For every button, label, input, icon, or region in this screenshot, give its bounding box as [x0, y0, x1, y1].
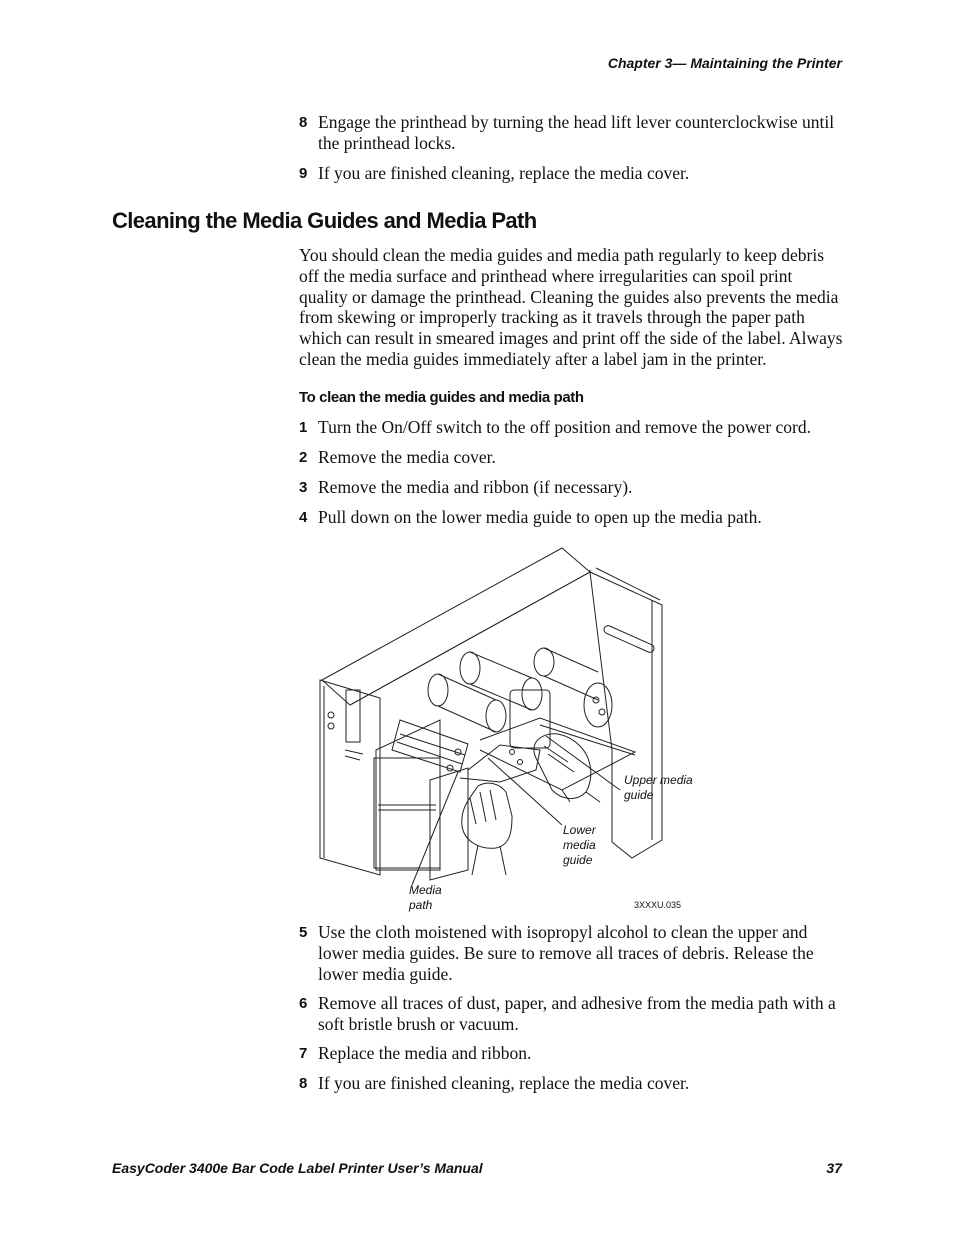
step-number: 6 — [299, 995, 308, 1012]
step-text: Remove the media and ribbon (if necessary). — [318, 477, 633, 497]
callout-line: path — [409, 898, 433, 912]
footer-manual-title: EasyCoder 3400e Bar Code Label Printer User’s Manual — [112, 1160, 483, 1176]
step-8-replace-cover — [299, 1073, 844, 1094]
step-text: Pull down on the lower media guide to open up the media path. — [318, 507, 762, 527]
callout-line: guide — [563, 853, 593, 867]
step-text: Use the cloth moistened with isopropyl alcohol to clean the upper and lower media guides. Be sure to remove all traces of debris. Release the lower media guide. — [318, 922, 814, 984]
step-text: If you are finished cleaning, replace the media cover. — [318, 163, 690, 183]
running-head: Chapter 3— Maintaining the Printer — [607, 55, 842, 71]
step-number: 2 — [299, 449, 308, 466]
step-text: Engage the printhead by turning the head lift lever counterclockwise until the printhead locks. — [318, 112, 835, 153]
callout-lower-media-guide — [563, 823, 596, 868]
step-number: 1 — [299, 419, 308, 436]
step-1 — [299, 417, 844, 438]
figure-code: 3XXXU.035 — [634, 900, 682, 910]
callout-line: guide — [624, 788, 654, 802]
procedure-heading: To clean the media guides and media path — [299, 389, 584, 406]
callout-upper-media-guide — [624, 773, 693, 803]
section-heading: Cleaning the Media Guides and Media Path — [112, 208, 537, 233]
step-7 — [299, 1043, 844, 1064]
step-number: 8 — [299, 114, 308, 131]
step-8-engage-printhead — [299, 112, 844, 154]
step-text: Turn the On/Off switch to the off position and remove the power cord. — [318, 417, 811, 437]
step-text: Remove the media cover. — [318, 447, 496, 467]
step-4 — [299, 507, 844, 528]
callout-line: Upper media — [624, 773, 693, 787]
callout-media-path — [409, 883, 442, 913]
step-number: 4 — [299, 509, 308, 526]
step-text: If you are finished cleaning, replace the media cover. — [318, 1073, 690, 1093]
callout-line: Media — [409, 883, 442, 897]
intro-paragraph: You should clean the media guides and media path regularly to keep debris off the media surface and printhead where irregularities can spoil print quality or damage the printhead. Cleaning the guides also prevents the media from skewing or improperly tracking as it travels through the paper path which can result in smeared images and print off the side of the label. Always clean the media guides immediately after a label jam in the printer. — [299, 245, 843, 369]
callout-line: Lower — [563, 823, 596, 837]
step-number: 7 — [299, 1045, 308, 1062]
step-number: 5 — [299, 924, 308, 941]
step-6 — [299, 993, 844, 1035]
callout-line: media — [563, 838, 596, 852]
printer-line-drawing — [300, 540, 720, 920]
step-text: Replace the media and ribbon. — [318, 1043, 532, 1063]
printer-media-path-illustration — [300, 540, 720, 920]
step-2 — [299, 447, 844, 468]
step-9-replace-cover — [299, 163, 844, 184]
step-number: 3 — [299, 479, 308, 496]
step-5 — [299, 922, 844, 985]
step-3 — [299, 477, 844, 498]
step-number: 9 — [299, 165, 308, 182]
step-text: Remove all traces of dust, paper, and adhesive from the media path with a soft bristle brush or vacuum. — [318, 993, 836, 1034]
footer-page-number: 37 — [826, 1160, 842, 1176]
step-number: 8 — [299, 1075, 308, 1092]
